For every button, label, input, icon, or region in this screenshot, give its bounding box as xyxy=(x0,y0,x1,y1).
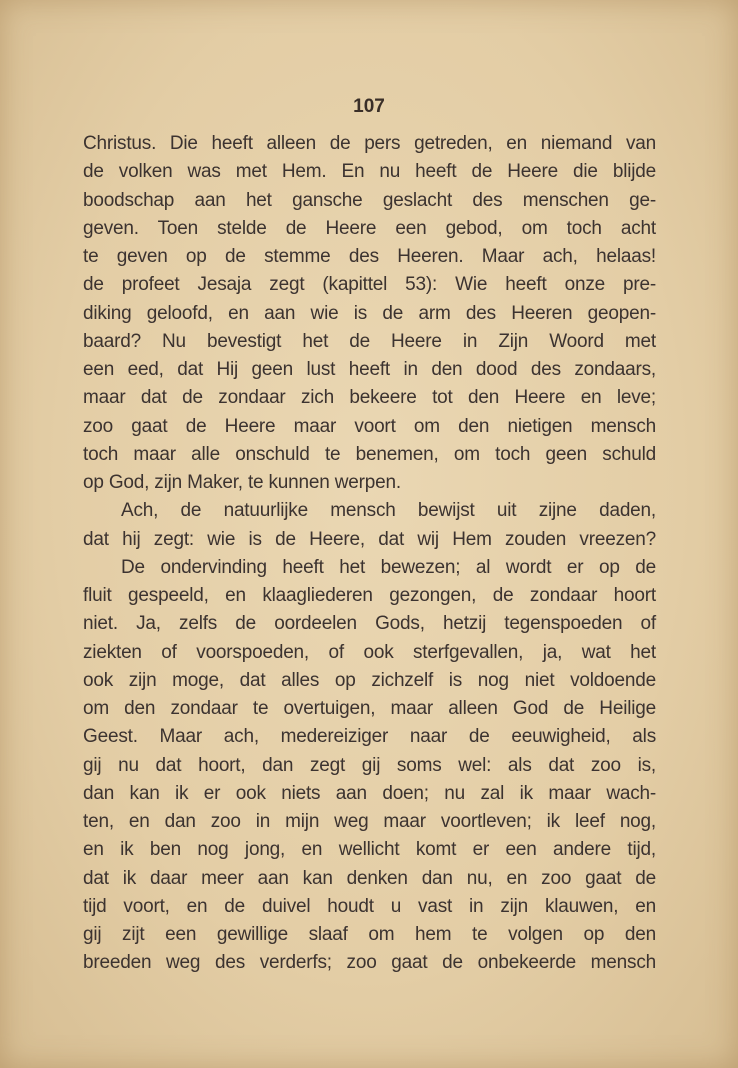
text-line: zoo gaat de Heere maar voort om den nietigen mensch xyxy=(83,415,656,437)
text-line: toch maar alle onschuld te benemen, om toch geen schuld xyxy=(83,443,656,465)
text-line: diking geloofd, en aan wie is de arm des Heeren geopen- xyxy=(83,302,656,324)
text-line: niet. Ja, zelfs de oordeelen Gods, hetzij tegenspoeden of xyxy=(83,613,656,635)
text-line: baard? Nu bevestigt het de Heere in Zijn Woord met xyxy=(83,330,656,352)
text-line: om den zondaar te overtuigen, maar alleen God de Heilige xyxy=(83,698,656,719)
text-line: ziekten of voorspoeden, of ook sterfgevallen, ja, wat het xyxy=(83,641,656,663)
text-line: dat ik daar meer aan kan denken dan nu, en zoo gaat de xyxy=(83,867,656,889)
text-line: geven. Toen stelde de Heere een gebod, om toch acht xyxy=(83,217,656,239)
text-line: de profeet Jesaja zegt (kapittel 53): Wie heeft onze pre- xyxy=(83,274,656,296)
text-line: maar dat de zondaar zich bekeere tot den Heere en leve; xyxy=(83,387,656,409)
text-line: de volken was met Hem. En nu heeft de Heere die blijde xyxy=(83,161,656,183)
text-line: Geest. Maar ach, medereiziger naar de eeuwigheid, als xyxy=(83,726,656,748)
text-line: gij nu dat hoort, dan zegt gij soms wel: als dat zoo is, xyxy=(83,754,656,776)
text-line: Christus. Die heeft alleen de pers getreden, en niemand van xyxy=(83,133,656,154)
text-line: te geven op de stemme des Heeren. Maar ach, helaas! xyxy=(83,246,656,267)
text-line: boodschap aan het gansche geslacht des menschen ge- xyxy=(83,189,656,211)
text-line: tijd voort, en de duivel houdt u vast in zijn klauwen, en xyxy=(83,895,656,917)
text-line: dan kan ik er ook niets aan doen; nu zal ik maar wach- xyxy=(83,782,656,804)
text-line: De ondervinding heeft het bewezen; al wordt er op de xyxy=(121,556,656,578)
page-number: 107 xyxy=(353,96,385,117)
text-line: een eed, dat Hij geen lust heeft in den dood des zondaars, xyxy=(83,359,656,380)
text-line: dat hij zegt: wie is de Heere, dat wij Hem zouden vreezen? xyxy=(83,528,656,550)
text-line: ten, en dan zoo in mijn weg maar voortleven; ik leef nog, xyxy=(83,811,656,832)
text-line: gij zijt een gewillige slaaf om hem te volgen op den xyxy=(83,924,656,945)
body-text xyxy=(83,130,656,978)
text-line: ook zijn moge, dat alles op zichzelf is nog niet voldoende xyxy=(83,669,656,691)
text-line: Ach, de natuurlijke mensch bewijst uit zijne daden, xyxy=(121,500,656,522)
text-line: op God, zijn Maker, te kunnen werpen. xyxy=(83,472,401,493)
text-line: breeden weg des verderfs; zoo gaat de onbekeerde mensch xyxy=(83,952,656,974)
text-line: fluit gespeeld, en klaagliederen gezongen, de zondaar hoort xyxy=(83,585,656,606)
text-line: en ik ben nog jong, en wellicht komt er een andere tijd, xyxy=(83,839,656,861)
